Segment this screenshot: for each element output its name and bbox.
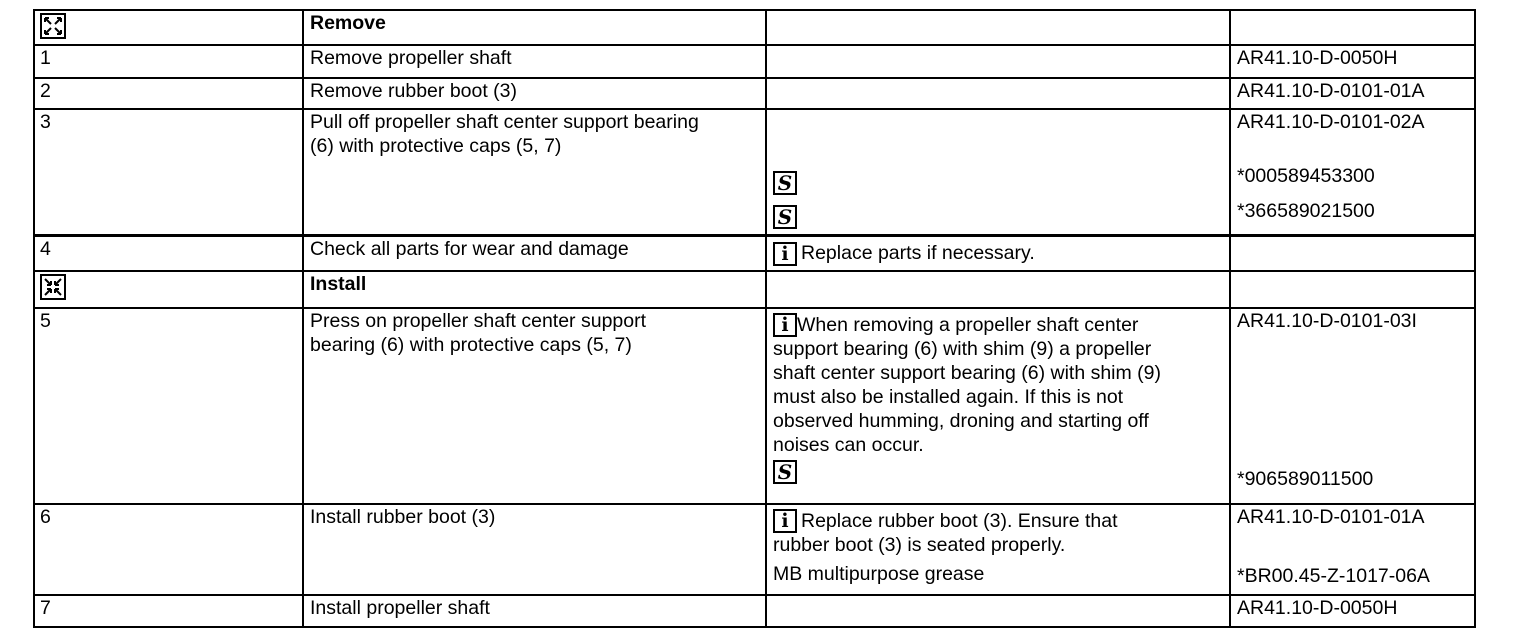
disassemble-arrows-icon (40, 13, 66, 39)
table-row (34, 78, 1475, 109)
table-row (34, 109, 1475, 236)
section-title-install: Install (310, 272, 367, 295)
step-text: Install rubber boot (3) (303, 504, 766, 595)
step-text: Check all parts for wear and damage (303, 236, 766, 271)
step-text: Remove propeller shaft (303, 45, 766, 78)
table-row (34, 236, 1475, 271)
step-number: 2 (34, 78, 303, 109)
section-header-install (34, 271, 1475, 308)
step-text: Pull off propeller shaft center support bearing (310, 111, 699, 133)
step-text: Press on propeller shaft center support (310, 309, 647, 332)
assemble-arrows-icon (40, 274, 66, 300)
step-note: must also be installed again. If this is not (773, 386, 1124, 409)
table-row (34, 504, 1475, 595)
step-note: When removing a propeller shaft center (797, 313, 1139, 336)
step-reference-link[interactable]: AR41.10-D-0101-02A (1237, 111, 1425, 133)
info-icon: i (773, 242, 797, 266)
step-number: 5 (34, 308, 303, 504)
step-reference-link[interactable]: AR41.10-D-0050H (1230, 595, 1475, 627)
step-number: 6 (34, 504, 303, 595)
step-number: 3 (34, 109, 303, 236)
table-row (34, 595, 1475, 627)
step-text: Install propeller shaft (303, 595, 766, 627)
table-row (34, 308, 1475, 504)
step-note: shaft center support bearing (6) with shim (9) (773, 362, 1162, 385)
step-reference-link[interactable]: AR41.10-D-0101-01A (1237, 505, 1425, 528)
step-number: 4 (34, 236, 303, 271)
step-reference-link[interactable]: AR41.10-D-0050H (1230, 45, 1475, 78)
step-text: bearing (6) with protective caps (5, 7) (310, 333, 632, 356)
section-title-remove: Remove (310, 12, 386, 34)
step-text: (6) with protective caps (5, 7) (310, 135, 562, 157)
step-note: rubber boot (3) is seated properly. (773, 534, 1066, 557)
step-note: Replace rubber boot (3). Ensure that (801, 509, 1118, 532)
step-note: Replace parts if necessary. (801, 242, 1035, 264)
step-note: support bearing (6) with shim (9) a propeller (773, 338, 1152, 361)
step-reference-link[interactable]: AR41.10-D-0101-03I (1237, 309, 1417, 332)
info-icon: i (773, 313, 797, 337)
special-tool-icon[interactable]: S (773, 460, 797, 484)
step-text: Remove rubber boot (3) (303, 78, 766, 109)
step-reference-link[interactable]: AR41.10-D-0101-01A (1230, 78, 1475, 109)
step-note: observed humming, droning and starting off (773, 410, 1149, 433)
special-tool-icon[interactable]: S (773, 171, 797, 195)
step-number: 1 (34, 45, 303, 78)
step-number: 7 (34, 595, 303, 627)
tool-number-link[interactable]: *906589011500 (1237, 467, 1374, 490)
material-number-link[interactable]: *BR00.45-Z-1017-06A (1237, 564, 1430, 587)
procedure-table (33, 9, 1476, 628)
tool-number-link[interactable]: *366589021500 (1237, 200, 1375, 222)
special-tool-icon[interactable]: S (773, 205, 797, 229)
step-note: noises can occur. (773, 434, 924, 457)
tool-number-link[interactable]: *000589453300 (1237, 165, 1375, 187)
material-name: MB multipurpose grease (773, 563, 985, 586)
section-header-remove (34, 10, 1475, 45)
table-row (34, 45, 1475, 78)
info-icon: i (773, 509, 797, 533)
